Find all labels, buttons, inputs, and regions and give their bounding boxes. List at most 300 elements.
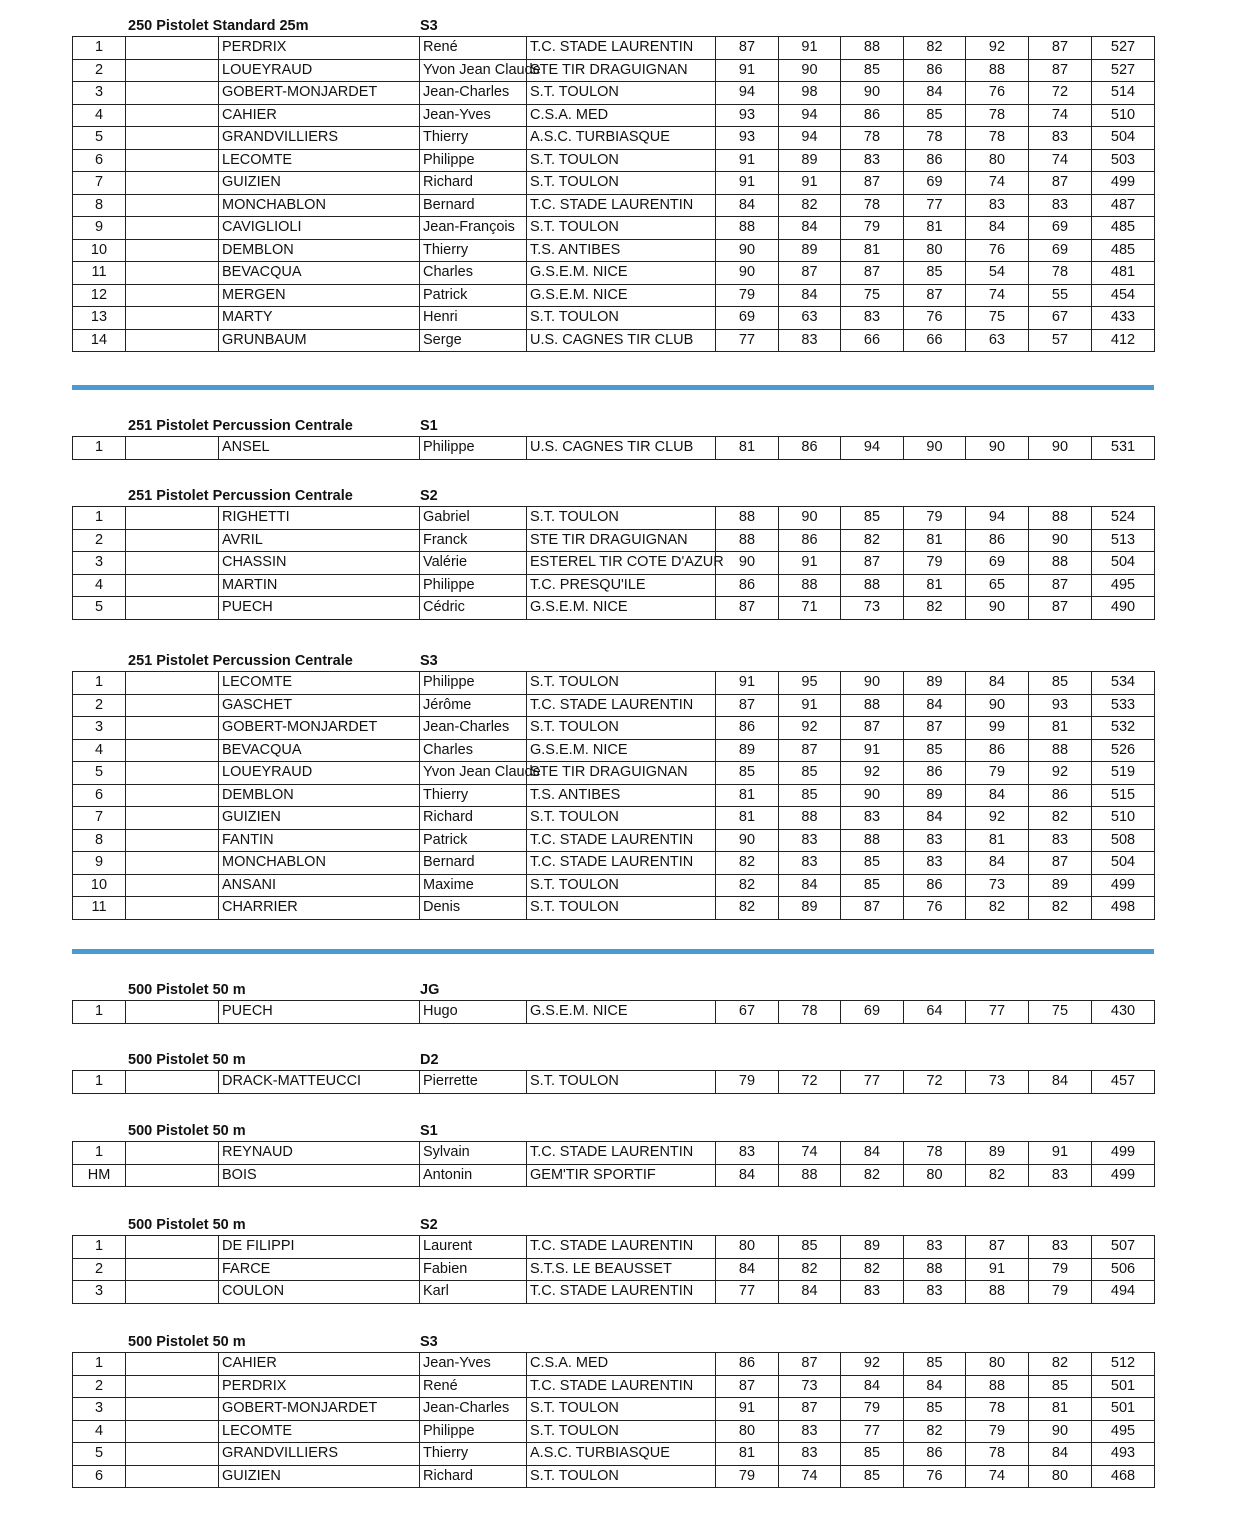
series-4-cell: 78 [904,1142,966,1165]
first-name-cell: Bernard [420,852,527,875]
section-header [72,976,1154,1000]
table-row [73,574,1155,597]
series-2-cell: 87 [779,1398,841,1421]
first-name-cell: Jean-Yves [420,1353,527,1376]
series-1-cell: 86 [716,1353,779,1376]
first-name-cell: Denis [420,897,527,920]
first-name-cell: Karl [420,1281,527,1304]
results-section [72,1211,1154,1304]
first-name-cell: Pierrette [420,1071,527,1094]
total-cell: 510 [1092,807,1155,830]
table-row [73,552,1155,575]
total-cell: 454 [1092,284,1155,307]
empty-cell [126,239,219,262]
last-name-cell: MERGEN [219,284,420,307]
total-cell: 499 [1092,1142,1155,1165]
series-4-cell: 82 [904,37,966,60]
table-row [73,1142,1155,1165]
series-4-cell: 84 [904,1375,966,1398]
series-5-cell: 99 [966,717,1029,740]
series-1-cell: 77 [716,1281,779,1304]
series-3-cell: 66 [841,329,904,352]
series-4-cell: 86 [904,59,966,82]
first-name-cell: Charles [420,739,527,762]
table-row [73,172,1155,195]
rank-cell: 1 [73,1142,126,1165]
empty-cell [126,552,219,575]
total-cell: 533 [1092,694,1155,717]
rank-cell: HM [73,1164,126,1187]
series-3-cell: 87 [841,552,904,575]
series-2-cell: 88 [779,1164,841,1187]
total-cell: 499 [1092,1164,1155,1187]
rank-cell: 3 [73,1398,126,1421]
series-5-cell: 84 [966,784,1029,807]
table-row [73,874,1155,897]
series-2-cell: 83 [779,329,841,352]
first-name-cell: Jean-François [420,217,527,240]
series-6-cell: 87 [1029,172,1092,195]
series-1-cell: 80 [716,1420,779,1443]
series-6-cell: 90 [1029,1420,1092,1443]
club-cell: GEM'TIR SPORTIF [527,1164,716,1187]
rank-cell: 1 [73,1001,126,1024]
series-5-cell: 82 [966,1164,1029,1187]
series-5-cell: 92 [966,807,1029,830]
series-2-cell: 98 [779,82,841,105]
total-cell: 532 [1092,717,1155,740]
club-cell: A.S.C. TURBIASQUE [527,127,716,150]
series-6-cell: 87 [1029,59,1092,82]
series-2-cell: 85 [779,762,841,785]
series-4-cell: 85 [904,1353,966,1376]
series-1-cell: 82 [716,852,779,875]
table-row [73,149,1155,172]
series-3-cell: 77 [841,1420,904,1443]
table-row [73,217,1155,240]
first-name-cell: Philippe [420,574,527,597]
series-1-cell: 91 [716,149,779,172]
rank-cell: 3 [73,717,126,740]
club-cell: T.C. STADE LAURENTIN [527,829,716,852]
series-1-cell: 81 [716,784,779,807]
series-4-cell: 79 [904,552,966,575]
last-name-cell: CAHIER [219,1353,420,1376]
club-cell: S.T. TOULON [527,307,716,330]
empty-cell [126,852,219,875]
table-row [73,672,1155,695]
empty-cell [126,829,219,852]
series-6-cell: 88 [1029,552,1092,575]
empty-cell [126,82,219,105]
rank-cell: 11 [73,897,126,920]
series-3-cell: 78 [841,194,904,217]
empty-cell [126,307,219,330]
club-cell: T.C. STADE LAURENTIN [527,1281,716,1304]
series-4-cell: 86 [904,762,966,785]
table-row [73,1164,1155,1187]
table-row [73,897,1155,920]
table-row [73,807,1155,830]
table-row [73,59,1155,82]
empty-cell [126,784,219,807]
club-cell: S.T. TOULON [527,897,716,920]
series-2-cell: 82 [779,194,841,217]
rank-cell: 13 [73,307,126,330]
empty-cell [126,59,219,82]
series-3-cell: 85 [841,59,904,82]
series-6-cell: 82 [1029,807,1092,830]
total-cell: 487 [1092,194,1155,217]
series-2-cell: 74 [779,1465,841,1488]
series-2-cell: 74 [779,1142,841,1165]
series-5-cell: 73 [966,1071,1029,1094]
first-name-cell: Richard [420,1465,527,1488]
last-name-cell: LECOMTE [219,149,420,172]
total-cell: 527 [1092,59,1155,82]
series-4-cell: 78 [904,127,966,150]
series-4-cell: 86 [904,874,966,897]
series-5-cell: 86 [966,529,1029,552]
series-2-cell: 84 [779,284,841,307]
first-name-cell: Valérie [420,552,527,575]
series-1-cell: 89 [716,739,779,762]
series-6-cell: 92 [1029,762,1092,785]
section-header [72,1046,1154,1070]
results-section [72,1046,1154,1094]
empty-cell [126,1142,219,1165]
category-label: S3 [420,18,438,34]
rank-cell: 4 [73,739,126,762]
series-1-cell: 79 [716,1071,779,1094]
results-section [72,412,1154,460]
rank-cell: 6 [73,1465,126,1488]
series-3-cell: 83 [841,149,904,172]
club-cell: S.T. TOULON [527,1398,716,1421]
series-6-cell: 74 [1029,149,1092,172]
empty-cell [126,104,219,127]
first-name-cell: Jean-Charles [420,1398,527,1421]
category-label: JG [420,982,440,998]
results-table [72,436,1155,460]
table-row [73,239,1155,262]
last-name-cell: GRUNBAUM [219,329,420,352]
section-header [72,412,1154,436]
total-cell: 468 [1092,1465,1155,1488]
series-3-cell: 85 [841,874,904,897]
last-name-cell: GUIZIEN [219,807,420,830]
series-1-cell: 90 [716,262,779,285]
total-cell: 524 [1092,507,1155,530]
total-cell: 504 [1092,852,1155,875]
category-label: S2 [420,1217,438,1233]
table-row [73,784,1155,807]
total-cell: 481 [1092,262,1155,285]
club-cell: T.C. STADE LAURENTIN [527,1236,716,1259]
series-5-cell: 82 [966,897,1029,920]
table-row [73,507,1155,530]
event-title: 500 Pistolet 50 m [128,1123,246,1139]
table-row [73,194,1155,217]
series-1-cell: 79 [716,284,779,307]
series-1-cell: 90 [716,552,779,575]
empty-cell [126,717,219,740]
series-6-cell: 85 [1029,672,1092,695]
series-3-cell: 85 [841,507,904,530]
series-6-cell: 67 [1029,307,1092,330]
club-cell: S.T. TOULON [527,1465,716,1488]
series-6-cell: 90 [1029,529,1092,552]
rank-cell: 12 [73,284,126,307]
series-6-cell: 69 [1029,239,1092,262]
club-cell: S.T. TOULON [527,507,716,530]
rank-cell: 10 [73,874,126,897]
series-4-cell: 72 [904,1071,966,1094]
series-2-cell: 88 [779,574,841,597]
results-table [72,1070,1155,1094]
results-section [72,976,1154,1024]
table-row [73,1398,1155,1421]
series-4-cell: 81 [904,574,966,597]
club-cell: T.C. STADE LAURENTIN [527,1375,716,1398]
empty-cell [126,574,219,597]
table-row [73,1420,1155,1443]
table-row [73,852,1155,875]
series-6-cell: 84 [1029,1443,1092,1466]
club-cell: S.T. TOULON [527,807,716,830]
series-2-cell: 86 [779,437,841,460]
empty-cell [126,127,219,150]
table-row [73,127,1155,150]
series-5-cell: 76 [966,239,1029,262]
series-5-cell: 69 [966,552,1029,575]
table-row [73,437,1155,460]
series-6-cell: 83 [1029,194,1092,217]
empty-cell [126,1353,219,1376]
table-row [73,1353,1155,1376]
empty-cell [126,874,219,897]
rank-cell: 1 [73,1071,126,1094]
series-1-cell: 77 [716,329,779,352]
rank-cell: 5 [73,127,126,150]
empty-cell [126,329,219,352]
empty-cell [126,739,219,762]
table-row [73,529,1155,552]
rank-cell: 1 [73,672,126,695]
total-cell: 507 [1092,1236,1155,1259]
series-2-cell: 84 [779,217,841,240]
results-section [72,1328,1154,1488]
series-6-cell: 87 [1029,597,1092,620]
last-name-cell: CHARRIER [219,897,420,920]
series-2-cell: 89 [779,149,841,172]
club-cell: S.T. TOULON [527,874,716,897]
series-6-cell: 90 [1029,437,1092,460]
total-cell: 495 [1092,574,1155,597]
series-4-cell: 86 [904,149,966,172]
series-1-cell: 87 [716,597,779,620]
club-cell: C.S.A. MED [527,104,716,127]
rank-cell: 2 [73,1258,126,1281]
series-5-cell: 94 [966,507,1029,530]
empty-cell [126,1164,219,1187]
club-cell: T.C. STADE LAURENTIN [527,37,716,60]
table-row [73,262,1155,285]
series-5-cell: 78 [966,104,1029,127]
first-name-cell: Yvon Jean Claude [420,59,527,82]
series-5-cell: 74 [966,284,1029,307]
results-section [72,647,1154,920]
series-2-cell: 91 [779,694,841,717]
series-6-cell: 81 [1029,1398,1092,1421]
total-cell: 512 [1092,1353,1155,1376]
rank-cell: 4 [73,1420,126,1443]
series-1-cell: 93 [716,127,779,150]
series-2-cell: 85 [779,784,841,807]
first-name-cell: Patrick [420,829,527,852]
series-5-cell: 90 [966,694,1029,717]
last-name-cell: LOUEYRAUD [219,762,420,785]
series-6-cell: 81 [1029,717,1092,740]
series-4-cell: 84 [904,807,966,830]
series-3-cell: 78 [841,127,904,150]
series-4-cell: 69 [904,172,966,195]
series-5-cell: 88 [966,59,1029,82]
event-title: 251 Pistolet Percussion Centrale [128,418,353,434]
last-name-cell: ANSANI [219,874,420,897]
club-cell: ESTEREL TIR COTE D'AZUR [527,552,716,575]
series-5-cell: 89 [966,1142,1029,1165]
club-cell: T.C. STADE LAURENTIN [527,194,716,217]
total-cell: 485 [1092,217,1155,240]
series-1-cell: 84 [716,1164,779,1187]
club-cell: G.S.E.M. NICE [527,739,716,762]
total-cell: 515 [1092,784,1155,807]
club-cell: G.S.E.M. NICE [527,597,716,620]
first-name-cell: Jérôme [420,694,527,717]
series-1-cell: 87 [716,1375,779,1398]
event-title: 500 Pistolet 50 m [128,1334,246,1350]
club-cell: G.S.E.M. NICE [527,1001,716,1024]
rank-cell: 6 [73,149,126,172]
series-1-cell: 88 [716,217,779,240]
empty-cell [126,1281,219,1304]
series-2-cell: 92 [779,717,841,740]
series-6-cell: 87 [1029,37,1092,60]
series-2-cell: 84 [779,1281,841,1304]
empty-cell [126,1375,219,1398]
results-table [72,36,1155,352]
series-4-cell: 83 [904,829,966,852]
series-4-cell: 87 [904,717,966,740]
last-name-cell: PERDRIX [219,37,420,60]
series-6-cell: 91 [1029,1142,1092,1165]
table-row [73,329,1155,352]
rank-cell: 9 [73,852,126,875]
empty-cell [126,762,219,785]
club-cell: T.C. STADE LAURENTIN [527,694,716,717]
empty-cell [126,1236,219,1259]
series-1-cell: 84 [716,1258,779,1281]
series-1-cell: 82 [716,897,779,920]
series-2-cell: 91 [779,37,841,60]
last-name-cell: REYNAUD [219,1142,420,1165]
series-3-cell: 89 [841,1236,904,1259]
table-row [73,739,1155,762]
first-name-cell: Henri [420,307,527,330]
series-4-cell: 84 [904,82,966,105]
table-row [73,597,1155,620]
rank-cell: 6 [73,784,126,807]
club-cell: U.S. CAGNES TIR CLUB [527,437,716,460]
series-5-cell: 90 [966,437,1029,460]
section-header [72,1117,1154,1141]
series-1-cell: 91 [716,172,779,195]
last-name-cell: MONCHABLON [219,194,420,217]
series-1-cell: 69 [716,307,779,330]
rank-cell: 10 [73,239,126,262]
series-2-cell: 73 [779,1375,841,1398]
club-cell: S.T. TOULON [527,1071,716,1094]
last-name-cell: AVRIL [219,529,420,552]
series-4-cell: 76 [904,897,966,920]
series-1-cell: 79 [716,1465,779,1488]
last-name-cell: FARCE [219,1258,420,1281]
series-5-cell: 91 [966,1258,1029,1281]
series-2-cell: 71 [779,597,841,620]
rank-cell: 11 [73,262,126,285]
rank-cell: 8 [73,829,126,852]
section-divider [72,949,1154,954]
rank-cell: 3 [73,552,126,575]
first-name-cell: Jean-Charles [420,82,527,105]
rank-cell: 4 [73,104,126,127]
club-cell: A.S.C. TURBIASQUE [527,1443,716,1466]
last-name-cell: DRACK-MATTEUCCI [219,1071,420,1094]
series-5-cell: 80 [966,1353,1029,1376]
series-5-cell: 54 [966,262,1029,285]
total-cell: 499 [1092,172,1155,195]
series-2-cell: 91 [779,172,841,195]
empty-cell [126,1420,219,1443]
total-cell: 430 [1092,1001,1155,1024]
results-table [72,1352,1155,1488]
series-3-cell: 90 [841,82,904,105]
total-cell: 433 [1092,307,1155,330]
rank-cell: 5 [73,1443,126,1466]
table-row [73,1465,1155,1488]
series-6-cell: 83 [1029,1236,1092,1259]
series-4-cell: 81 [904,217,966,240]
series-2-cell: 78 [779,1001,841,1024]
event-title: 500 Pistolet 50 m [128,1217,246,1233]
first-name-cell: Yvon Jean Claude [420,762,527,785]
last-name-cell: LOUEYRAUD [219,59,420,82]
series-2-cell: 86 [779,529,841,552]
last-name-cell: GOBERT-MONJARDET [219,717,420,740]
series-3-cell: 88 [841,37,904,60]
category-label: S3 [420,653,438,669]
rank-cell: 2 [73,529,126,552]
club-cell: S.T. TOULON [527,672,716,695]
rank-cell: 1 [73,1236,126,1259]
series-2-cell: 89 [779,897,841,920]
series-4-cell: 82 [904,1420,966,1443]
last-name-cell: RIGHETTI [219,507,420,530]
first-name-cell: Bernard [420,194,527,217]
first-name-cell: Cédric [420,597,527,620]
series-6-cell: 55 [1029,284,1092,307]
